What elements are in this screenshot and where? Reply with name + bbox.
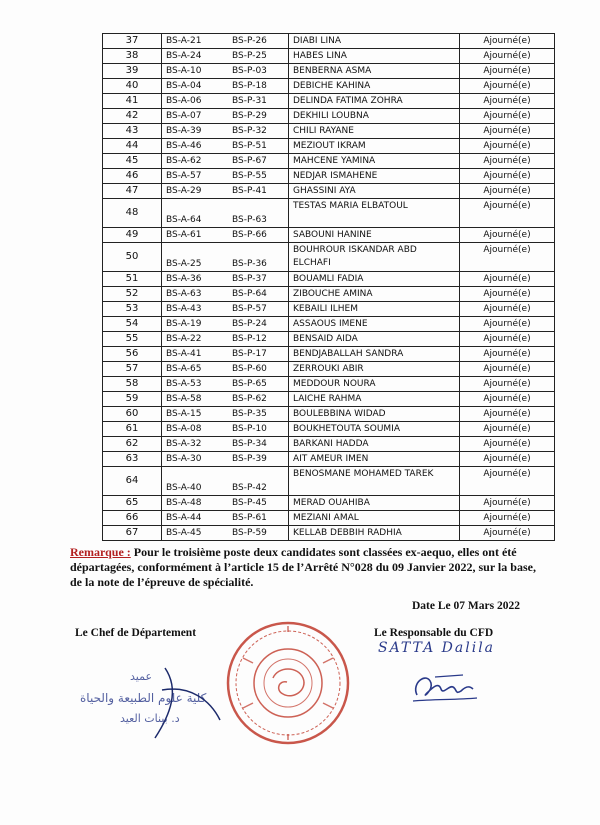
status-cell: Ajourné(e) [460,109,555,124]
code-a-cell: BS-A-15 [162,407,229,422]
svg-text:د. بينات العيد: د. بينات العيد [120,712,180,725]
row-number-cell: 59 [103,392,162,407]
candidate-name-cell: MAHCENE YAMINA [289,154,460,169]
table-row [103,228,555,243]
code-a-cell: BS-A-24 [162,49,229,64]
candidate-name-cell: MEDDOUR NOURA [289,377,460,392]
table-row [103,347,555,362]
status-cell: Ajourné(e) [460,422,555,437]
status-cell: Ajourné(e) [460,34,555,49]
code-a-cell: BS-A-62 [162,154,229,169]
status-cell: Ajourné(e) [460,467,555,496]
table-row [103,496,555,511]
code-a-cell: BS-A-21 [162,34,229,49]
code-p-cell: BS-P-42 [228,467,289,496]
code-p-cell: BS-P-63 [228,199,289,228]
candidate-name-cell: MEZIOUT IKRAM [289,139,460,154]
signature-icon [405,665,485,705]
table-row [103,332,555,347]
code-p-cell: BS-P-03 [228,64,289,79]
code-p-cell: BS-P-55 [228,169,289,184]
row-number-cell: 40 [103,79,162,94]
results-table-body [103,34,555,541]
status-cell: Ajourné(e) [460,184,555,199]
code-p-cell: BS-P-31 [228,94,289,109]
remark-paragraph [70,545,540,590]
code-a-cell: BS-A-07 [162,109,229,124]
code-p-cell: BS-P-41 [228,184,289,199]
status-cell: Ajourné(e) [460,199,555,228]
candidate-name-cell: TESTAS MARIA ELBATOUL [289,199,460,228]
code-p-cell: BS-P-61 [228,511,289,526]
candidate-name-cell: MERAD OUAHIBA [289,496,460,511]
code-a-cell: BS-A-39 [162,124,229,139]
candidate-name-cell: DIABI LINA [289,34,460,49]
candidate-name-cell: BENDJABALLAH SANDRA [289,347,460,362]
row-number-cell: 38 [103,49,162,64]
code-a-cell: BS-A-36 [162,272,229,287]
table-row [103,199,555,228]
row-number-cell: 50 [103,243,162,272]
row-number-cell: 66 [103,511,162,526]
table-row [103,94,555,109]
row-number-cell: 65 [103,496,162,511]
code-p-cell: BS-P-12 [228,332,289,347]
code-a-cell: BS-A-06 [162,94,229,109]
code-a-cell: BS-A-44 [162,511,229,526]
status-cell: Ajourné(e) [460,139,555,154]
code-p-cell: BS-P-64 [228,287,289,302]
status-cell: Ajourné(e) [460,287,555,302]
row-number-cell: 48 [103,199,162,228]
table-row [103,377,555,392]
status-cell: Ajourné(e) [460,243,555,272]
table-row [103,407,555,422]
code-p-cell: BS-P-45 [228,496,289,511]
code-p-cell: BS-P-34 [228,437,289,452]
candidate-name-cell: BARKANI HADDA [289,437,460,452]
code-p-cell: BS-P-60 [228,362,289,377]
results-table [102,33,555,541]
status-cell: Ajourné(e) [460,332,555,347]
code-p-cell: BS-P-24 [228,317,289,332]
table-row [103,169,555,184]
status-cell: Ajourné(e) [460,377,555,392]
row-number-cell: 46 [103,169,162,184]
code-a-cell: BS-A-10 [162,64,229,79]
candidate-name-cell: BOUHROUR ISKANDAR ABD ELCHAFI [289,243,460,272]
code-a-cell: BS-A-48 [162,496,229,511]
code-a-cell: BS-A-08 [162,422,229,437]
code-p-cell: BS-P-57 [228,302,289,317]
status-cell: Ajourné(e) [460,407,555,422]
table-row [103,452,555,467]
code-p-cell: BS-P-66 [228,228,289,243]
code-a-cell: BS-A-43 [162,302,229,317]
table-row [103,243,555,272]
candidate-name-cell: AIT AMEUR IMEN [289,452,460,467]
code-p-cell: BS-P-36 [228,243,289,272]
code-p-cell: BS-P-62 [228,392,289,407]
table-row [103,124,555,139]
code-a-cell: BS-A-40 [162,467,229,496]
code-a-cell: BS-A-25 [162,243,229,272]
svg-text:كلية علوم الطبيعة والحياة: كلية علوم الطبيعة والحياة [80,691,207,705]
table-row [103,287,555,302]
status-cell: Ajourné(e) [460,272,555,287]
code-a-cell: BS-A-45 [162,526,229,541]
code-a-cell: BS-A-04 [162,79,229,94]
candidate-name-cell: BOUAMLI FADIA [289,272,460,287]
candidate-name-cell: NEDJAR ISMAHENE [289,169,460,184]
code-p-cell: BS-P-18 [228,79,289,94]
table-row [103,49,555,64]
code-p-cell: BS-P-29 [228,109,289,124]
table-row [103,79,555,94]
row-number-cell: 62 [103,437,162,452]
candidate-name-cell: SABOUNI HANINE [289,228,460,243]
remark-label: Remarque : [70,545,131,559]
candidate-name-cell: KEBAILI ILHEM [289,302,460,317]
code-p-cell: BS-P-10 [228,422,289,437]
code-a-cell: BS-A-32 [162,437,229,452]
row-number-cell: 67 [103,526,162,541]
row-number-cell: 44 [103,139,162,154]
code-p-cell: BS-P-25 [228,49,289,64]
table-row [103,34,555,49]
row-number-cell: 42 [103,109,162,124]
row-number-cell: 54 [103,317,162,332]
code-a-cell: BS-A-57 [162,169,229,184]
table-row [103,526,555,541]
status-cell: Ajourné(e) [460,124,555,139]
candidate-name-cell: BENBERNA ASMA [289,64,460,79]
code-a-cell: BS-A-19 [162,317,229,332]
row-number-cell: 43 [103,124,162,139]
row-number-cell: 49 [103,228,162,243]
status-cell: Ajourné(e) [460,169,555,184]
candidate-name-cell: BENOSMANE MOHAMED TAREK [289,467,460,496]
chef-departement-label: Le Chef de Département [75,627,197,639]
candidate-name-cell: HABES LINA [289,49,460,64]
candidate-name-cell: ZERROUKI ABIR [289,362,460,377]
code-a-cell: BS-A-29 [162,184,229,199]
table-row [103,467,555,496]
status-cell: Ajourné(e) [460,511,555,526]
row-number-cell: 63 [103,452,162,467]
status-cell: Ajourné(e) [460,302,555,317]
candidate-name-cell: LAICHE RAHMA [289,392,460,407]
code-p-cell: BS-P-59 [228,526,289,541]
row-number-cell: 51 [103,272,162,287]
status-cell: Ajourné(e) [460,317,555,332]
table-row [103,437,555,452]
row-number-cell: 52 [103,287,162,302]
candidate-name-cell: KELLAB DEBBIH RADHIA [289,526,460,541]
status-cell: Ajourné(e) [460,437,555,452]
table-row [103,184,555,199]
status-cell: Ajourné(e) [460,64,555,79]
status-cell: Ajourné(e) [460,228,555,243]
status-cell: Ajourné(e) [460,392,555,407]
status-cell: Ajourné(e) [460,79,555,94]
row-number-cell: 45 [103,154,162,169]
candidate-name-cell: CHILI RAYANE [289,124,460,139]
candidate-name-cell: BOUKHETOUTA SOUMIA [289,422,460,437]
row-number-cell: 41 [103,94,162,109]
responsable-cfd-label: Le Responsable du CFD [374,627,494,639]
row-number-cell: 57 [103,362,162,377]
table-row [103,302,555,317]
code-p-cell: BS-P-37 [228,272,289,287]
row-number-cell: 55 [103,332,162,347]
candidate-name-cell: BENSAID AIDA [289,332,460,347]
svg-text:عميد: عميد [130,670,153,683]
remark-text: Pour le troisième poste deux candidates sont classées ex-aequo, elles ont été départagées, conformément à l’article 15 de l’Arrêté N°028 du 09 Janvier 2022, sur la base, de la note de l’épreuve de spécialité. [70,545,536,589]
status-cell: Ajourné(e) [460,452,555,467]
code-a-cell: BS-A-30 [162,452,229,467]
row-number-cell: 47 [103,184,162,199]
university-seal-icon [223,618,353,748]
row-number-cell: 39 [103,64,162,79]
code-a-cell: BS-A-46 [162,139,229,154]
row-number-cell: 60 [103,407,162,422]
status-cell: Ajourné(e) [460,154,555,169]
code-a-cell: BS-A-63 [162,287,229,302]
code-p-cell: BS-P-17 [228,347,289,362]
code-p-cell: BS-P-32 [228,124,289,139]
status-cell: Ajourné(e) [460,362,555,377]
candidate-name-cell: ZIBOUCHE AMINA [289,287,460,302]
code-p-cell: BS-P-39 [228,452,289,467]
table-row [103,362,555,377]
candidate-name-cell: GHASSINI AYA [289,184,460,199]
document-date: Date Le 07 Mars 2022 [412,600,520,612]
code-p-cell: BS-P-26 [228,34,289,49]
status-cell: Ajourné(e) [460,496,555,511]
row-number-cell: 53 [103,302,162,317]
code-a-cell: BS-A-22 [162,332,229,347]
table-row [103,109,555,124]
code-a-cell: BS-A-58 [162,392,229,407]
row-number-cell: 58 [103,377,162,392]
code-a-cell: BS-A-53 [162,377,229,392]
status-cell: Ajourné(e) [460,94,555,109]
handwritten-name: SATTA Dalila [378,640,496,656]
row-number-cell: 37 [103,34,162,49]
code-a-cell: BS-A-64 [162,199,229,228]
candidate-name-cell: ASSAOUS IMENE [289,317,460,332]
table-row [103,392,555,407]
code-p-cell: BS-P-67 [228,154,289,169]
candidate-name-cell: MEZIANI AMAL [289,511,460,526]
table-row [103,139,555,154]
row-number-cell: 64 [103,467,162,496]
table-row [103,511,555,526]
candidate-name-cell: DEBICHE KAHINA [289,79,460,94]
code-p-cell: BS-P-35 [228,407,289,422]
candidate-name-cell: DEKHILI LOUBNA [289,109,460,124]
code-p-cell: BS-P-65 [228,377,289,392]
code-a-cell: BS-A-41 [162,347,229,362]
table-row [103,64,555,79]
code-a-cell: BS-A-65 [162,362,229,377]
table-row [103,272,555,287]
candidate-name-cell: DELINDA FATIMA ZOHRA [289,94,460,109]
status-cell: Ajourné(e) [460,49,555,64]
code-p-cell: BS-P-51 [228,139,289,154]
table-row [103,422,555,437]
status-cell: Ajourné(e) [460,347,555,362]
code-a-cell: BS-A-61 [162,228,229,243]
status-cell: Ajourné(e) [460,526,555,541]
candidate-name-cell: BOULEBBINA WIDAD [289,407,460,422]
table-row [103,317,555,332]
row-number-cell: 56 [103,347,162,362]
row-number-cell: 61 [103,422,162,437]
table-row [103,154,555,169]
